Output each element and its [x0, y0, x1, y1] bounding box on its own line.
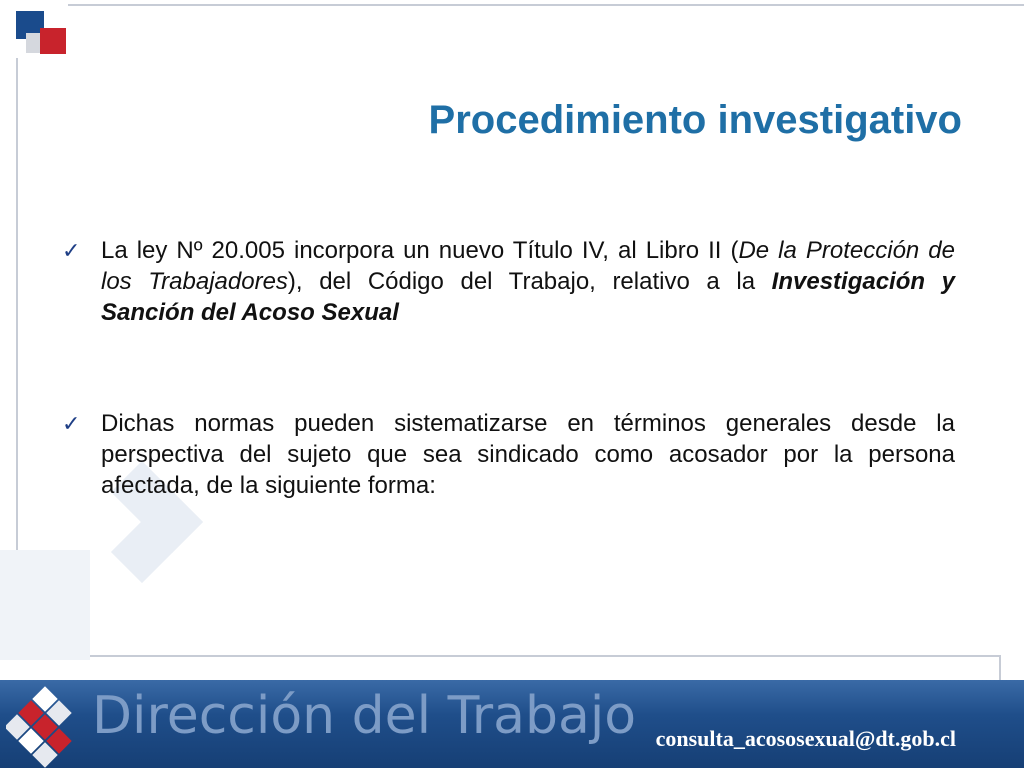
- corner-logo: [0, 0, 90, 70]
- bullet-text-part: ), del Código del Trabajo, relativo a la: [287, 268, 772, 295]
- bullet-text-bold-italic: Investigación y Sanción del Acoso Sexual: [101, 268, 956, 326]
- footer-email[interactable]: consulta_acososexual@dt.gob.cl: [655, 726, 956, 751]
- brand-logo-icon: [6, 686, 88, 768]
- bullet-text: [101, 408, 955, 501]
- bullet-item: [62, 408, 955, 501]
- red-square: [40, 28, 66, 54]
- bullet-text-part: La ley Nº 20.005 incorpora un nuevo Título IV, al Libro II (: [101, 237, 739, 264]
- frame-line-right: [999, 655, 1001, 681]
- bullet-text-italic: De la Protección de los Trabajadores: [101, 237, 955, 295]
- bullet-item: [62, 235, 955, 328]
- footer-brand-name: Dirección del Trabajo: [92, 686, 637, 746]
- slide-title: Procedimiento investigativo: [428, 98, 962, 142]
- check-icon: ✓: [62, 238, 81, 263]
- bullet-text-part: Dichas normas pueden sistematizarse en términos generales desde la perspectiva del sujeto que sea sindicado como acosador por la persona afectada, de la siguiente forma:: [101, 410, 955, 499]
- frame-line-top: [68, 4, 1024, 6]
- bullet-text: [101, 235, 955, 328]
- footer-band: [0, 680, 1024, 768]
- check-icon: ✓: [62, 411, 81, 436]
